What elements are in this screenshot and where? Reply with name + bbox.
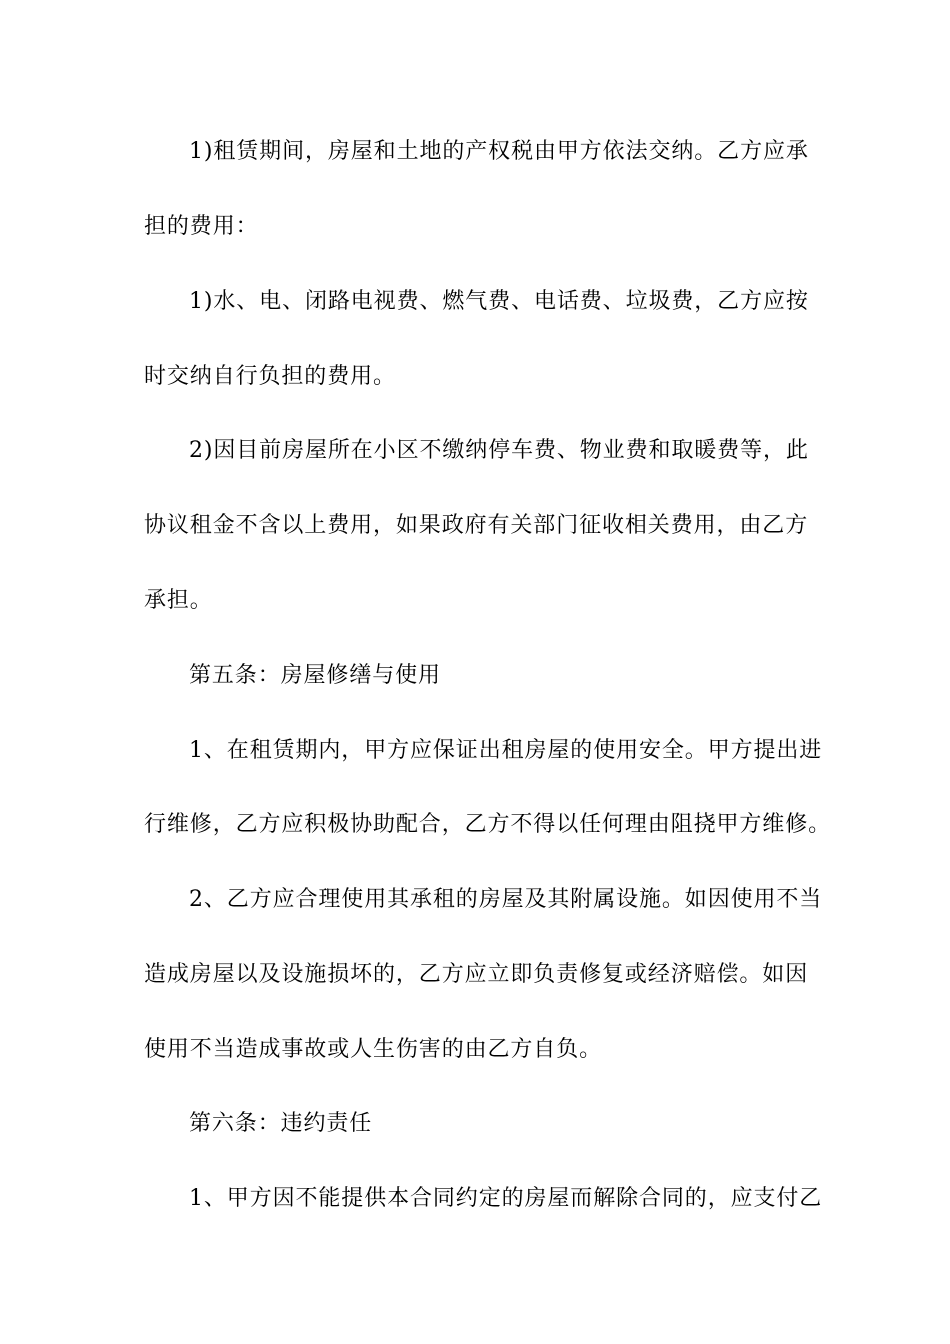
paragraph-6-line-1: 1、甲方因不能提供本合同约定的房屋而解除合同的，应支付乙	[189, 1186, 823, 1211]
paragraph-4-line-2: 行维修，乙方应积极协助配合，乙方不得以任何理由阻挠甲方维修。	[144, 812, 832, 837]
paragraph-3-line-3: 承担。	[144, 588, 213, 613]
paragraph-5-line-2: 造成房屋以及设施损坏的，乙方应立即负责修复或经济赔偿。如因	[144, 962, 809, 987]
section-heading-article-5: 第五条：房屋修缮与使用	[189, 663, 441, 688]
paragraph-5-line-3: 使用不当造成事故或人生伤害的由乙方自负。	[144, 1037, 603, 1062]
paragraph-4-line-1: 1、在租赁期内，甲方应保证出租房屋的使用安全。甲方提出进	[189, 738, 823, 763]
paragraph-2-line-2: 时交纳自行负担的费用。	[144, 364, 396, 389]
paragraph-3-line-1: 2)因目前房屋所在小区不缴纳停车费、物业费和取暖费等，此	[189, 438, 809, 463]
paragraph-2-line-1: 1)水、电、闭路电视费、燃气费、电话费、垃圾费，乙方应按	[189, 289, 809, 314]
paragraph-1-line-1: 1)租赁期间，房屋和土地的产权税由甲方依法交纳。乙方应承	[189, 139, 809, 164]
paragraph-3-line-2: 协议租金不含以上费用，如果政府有关部门征收相关费用，由乙方	[144, 513, 809, 538]
paragraph-1-line-2: 担的费用：	[144, 214, 259, 239]
section-heading-article-6: 第六条：违约责任	[189, 1111, 373, 1136]
paragraph-5-line-1: 2、乙方应合理使用其承租的房屋及其附属设施。如因使用不当	[189, 887, 823, 912]
